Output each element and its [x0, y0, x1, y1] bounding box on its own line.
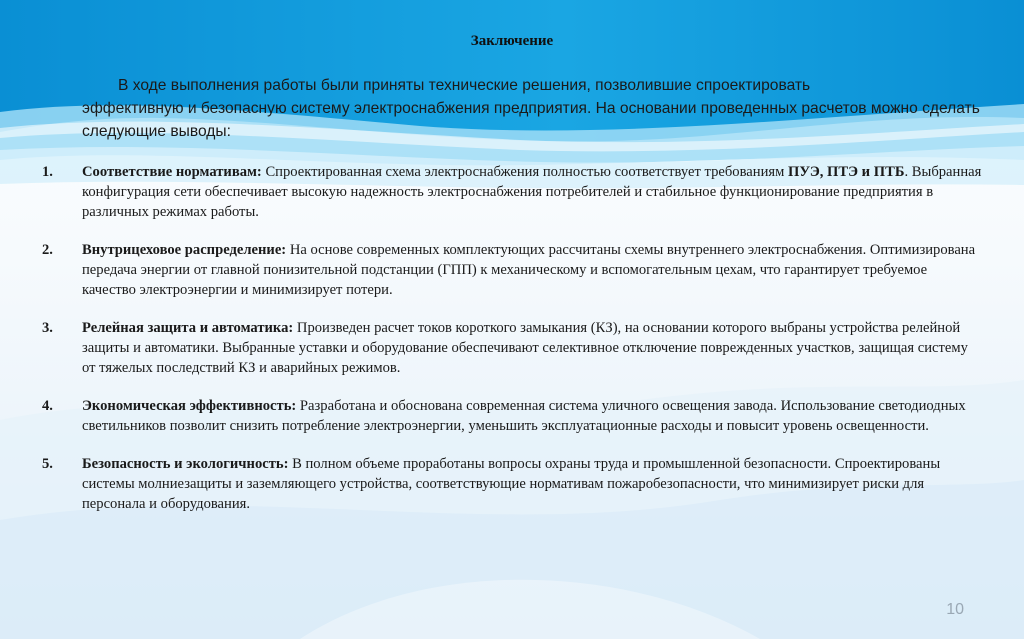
item-text: Произведен расчет токов короткого замыкания (КЗ), на основании которого выбраны устройства релейной защиты и автоматики. Выбранные уставки и оборудование обеспечивают селективное отключение поврежденных участков, защищая систему от тяжелых последствий КЗ и аварийных режимов.: [82, 320, 968, 376]
conclusions-list: [42, 162, 982, 532]
item-number: 2.: [42, 242, 53, 258]
item-body: [82, 162, 982, 222]
item-standards: ПУЭ, ПТЭ и ПТБ: [787, 164, 905, 180]
item-number: 3.: [42, 320, 53, 336]
conclusion-item: [42, 454, 982, 514]
item-text: Спроектированная схема электроснабжения полностью соответствует требованиям: [261, 164, 788, 180]
item-number: 1.: [42, 164, 53, 180]
item-text: В полном объеме проработаны вопросы охраны труда и промышленной безопасности. Спроектированы системы молниезащиты и заземляющего устройства, соответствующие нормативам пожаробезопасности, что минимизирует риски для персонала и оборудования.: [82, 456, 941, 512]
intro-paragraph: [82, 74, 982, 143]
item-number: 5.: [42, 456, 53, 472]
item-body: [82, 454, 982, 514]
item-body: [82, 240, 982, 300]
item-heading: Соответствие нормативам:: [82, 164, 262, 180]
slide-title: Заключение: [470, 33, 554, 49]
item-heading: Релейная защита и автоматика:: [82, 320, 294, 336]
conclusion-item: [42, 318, 982, 378]
item-text: На основе современных комплектующих рассчитаны схемы внутреннего электроснабжения. Оптимизирована передача энергии от главной понизительной подстанции (ГПП) к механическому и вспомогательным цехам, что гарантирует требуемое качество электроэнергии и минимизирует потери.: [82, 242, 976, 298]
item-heading: Экономическая эффективность:: [82, 398, 297, 414]
intro-first-line: В ходе выполнения работы были приняты технические решения, позволившие спроектировать: [118, 77, 811, 94]
intro-continuation: эффективную и безопасную систему электроснабжения предприятия. На основании проведенных расчетов можно сделать следующие выводы:: [82, 100, 980, 140]
conclusion-item: [42, 396, 982, 436]
item-body: [82, 396, 982, 436]
item-body: [82, 318, 982, 378]
page-number: 10: [946, 601, 964, 618]
conclusion-item: [42, 240, 982, 300]
item-heading: Безопасность и экологичность:: [82, 456, 289, 472]
conclusion-item: [42, 162, 982, 222]
item-text-continued: . Выбранная конфигурация сети обеспечивает высокую надежность электроснабжения потребителей и стабильное функционирование предприятия в различных режимах работы.: [82, 164, 982, 220]
item-number: 4.: [42, 398, 53, 414]
item-text: Разработана и обоснована современная система уличного освещения завода. Использование светодиодных светильников позволит снизить потребление электроэнергии, уменьшить эксплуатационные расходы и повысит уровень освещенности.: [82, 398, 966, 434]
item-heading: Внутрицеховое распределение:: [82, 242, 287, 258]
